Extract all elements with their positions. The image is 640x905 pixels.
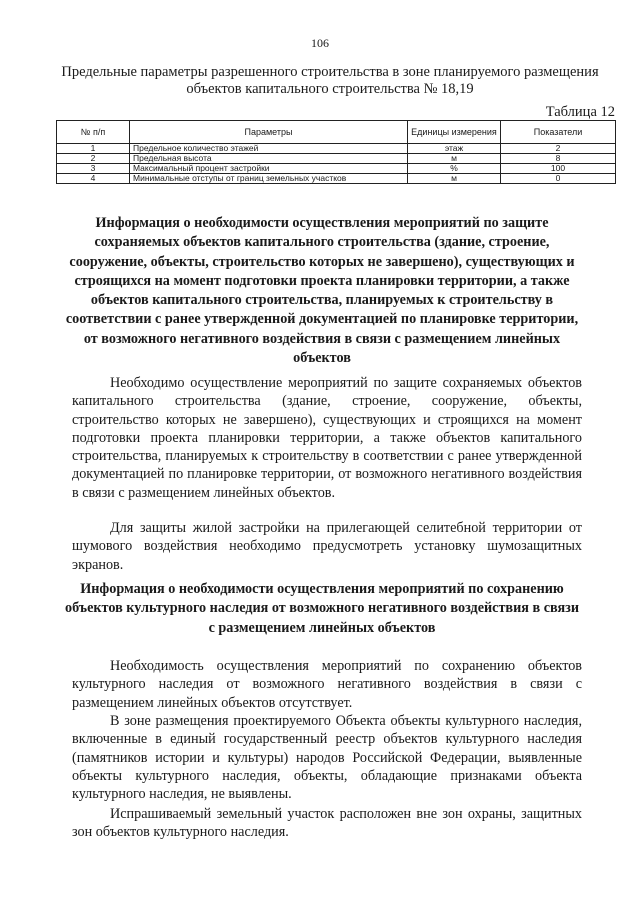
table-cell: 100 (501, 164, 616, 174)
paragraph: В зоне размещения проектируемого Объекта объекты культурного наследия, включенные в единый государственный реестр объектов культурного наследия (памятников истории и культуры) народов Российской Федерации, выявленные объекты культурного наследия, объекты, обладающие признаками объекта культурного наследия, не выявлены. (72, 713, 582, 803)
table-cell: 8 (501, 154, 616, 164)
table-cell: 1 (57, 144, 130, 154)
parameters-table (56, 120, 616, 184)
column-header: Параметры (130, 121, 408, 144)
table-cell: Предельная высота (130, 154, 408, 164)
table-cell: % (408, 164, 501, 174)
table-cell: этаж (408, 144, 501, 154)
column-header: Единицы измерения (408, 121, 501, 144)
page-number: 106 (311, 36, 329, 50)
paragraph: Необходимость осуществления мероприятий по сохранению объектов культурного наследия от возможного негативного воздействия в связи с размещением линейных объектов отсутствует. (72, 658, 582, 711)
section-title-protection: Информация о необходимости осуществления мероприятий по защите сохраняемых объектов капитального строительства (здание, строение, сооружение, объекты, строительство которых не завершено), существующих и строящихся на момент подготовки проекта планировки территории, а также объектов капитального строительства, планируемых к строительству в соответствии с ранее утвержденной документацией по планировке территории, от возможного негативного воздействия в связи с размещением линейных объектов (65, 215, 579, 367)
section-title-cultural-heritage: Информация о необходимости осуществления мероприятий по сохранению объектов культурного наследия от возможного негативного воздействия в связи с размещением линейных объектов (64, 581, 580, 636)
table-cell: 2 (501, 144, 616, 154)
table-row (57, 144, 616, 154)
table-row (57, 174, 616, 184)
paragraph: Испрашиваемый земельный участок расположен вне зон охраны, защитных зон объектов культурного наследия. (72, 806, 582, 841)
column-header: Показатели (501, 121, 616, 144)
table-cell: Предельное количество этажей (130, 144, 408, 154)
column-header: № п/п (57, 121, 130, 144)
table-cell: Минимальные отступы от границ земельных участков (130, 174, 408, 184)
table-cell: м (408, 174, 501, 184)
table-row (57, 164, 616, 174)
table-heading: Предельные параметры разрешенного строительства в зоне планируемого размещения объектов капитального строительства № 18,19 (61, 64, 599, 97)
table-header-row (57, 121, 616, 144)
table-cell: м (408, 154, 501, 164)
paragraph: Необходимо осуществление мероприятий по защите сохраняемых объектов капитального строительства (здание, строение, сооружение, объекты, строительство которых не завершено), существующих и строящихся на момент подготовки проекта планировки территории, а также объектов капитального строительства, планируемых к строительству в соответствии с ранее утвержденной документацией по планировке территории, от возможного негативного воздействия в связи с размещением линейных объектов. (72, 375, 582, 501)
paragraph: Для защиты жилой застройки на прилегающей селитебной территории от шумового воздействия необходимо предусмотреть установку шумозащитных экранов. (72, 520, 582, 573)
table-cell: 0 (501, 174, 616, 184)
table-cell: 3 (57, 164, 130, 174)
table-caption: Таблица 12 (545, 104, 615, 120)
table-cell: 4 (57, 174, 130, 184)
table-cell: 2 (57, 154, 130, 164)
table-row (57, 154, 616, 164)
table-cell: Максимальный процент застройки (130, 164, 408, 174)
